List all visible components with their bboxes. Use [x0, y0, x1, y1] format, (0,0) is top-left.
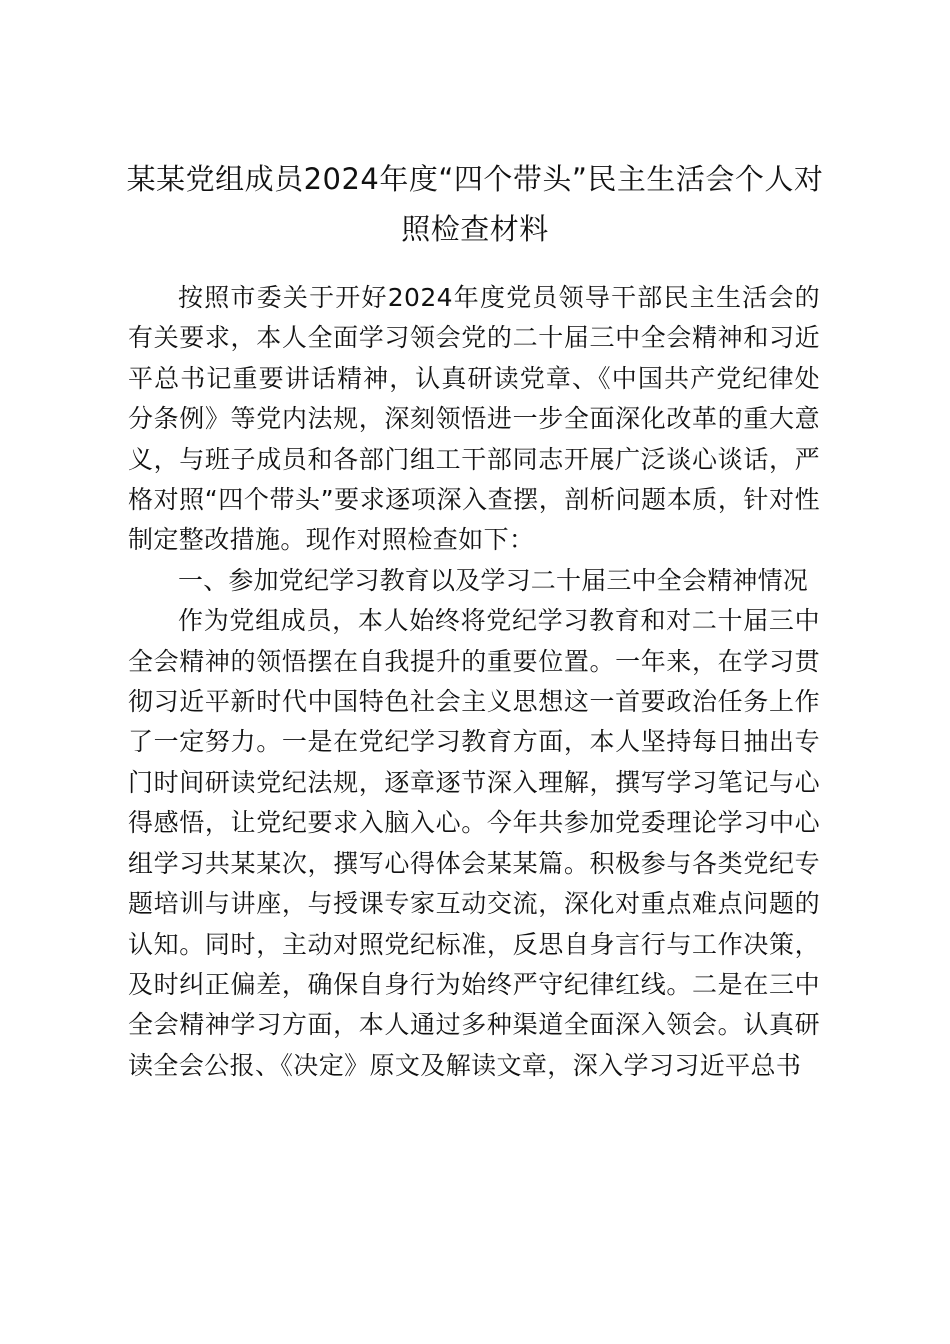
document-title: 某某党组成员2024年度“四个带头”民主生活会个人对照检查材料: [126, 162, 824, 246]
section-paragraph: 作为党组成员，本人始终将党纪学习教育和对二十届三中全会精神的领悟摆在自我提升的重要位置。一年来，在学习贯彻习近平新时代中国特色社会主义思想这一首要政治任务上作了一定努力。一是在党纪学习教育方面，本人坚持每日抽出专门时间研读党纪法规，逐章逐节深入理解，撰写学习笔记与心得感悟，让党纪要求入脑入心。今年共参加党委理论学习中心组学习共某某次，撰写心得体会某某篇。积极参与各类党纪专题培训与讲座，与授课专家互动交流，深化对重点难点问题的认知。同时，主动对照党纪标准，反思自身言行与工作决策，及时纠正偏差，确保自身行为始终严守纪律红线。二是在三中全会精神学习方面，本人通过多种渠道全面深入领会。认真研读全会公报、《决定》原文及解读文章，深入学习习近平总书: [128, 606, 820, 1080]
document-body: [128, 278, 820, 1086]
section-heading: 一、参加党纪学习教育以及学习二十届三中全会精神情况: [178, 565, 809, 595]
intro-paragraph: 按照市委关于开好2024年度党员领导干部民主生活会的有关要求，本人全面学习领会党的二十届三中全会精神和习近平总书记重要讲话精神，认真研读党章、《中国共产党纪律处分条例》等党内法规，深刻领悟进一步全面深化改革的重大意义，与班子成员和各部门组工干部同志开展广泛谈心谈话，严格对照“四个带头”要求逐项深入查摆，剖析问题本质，针对性制定整改措施。现作对照检查如下：: [128, 283, 820, 555]
